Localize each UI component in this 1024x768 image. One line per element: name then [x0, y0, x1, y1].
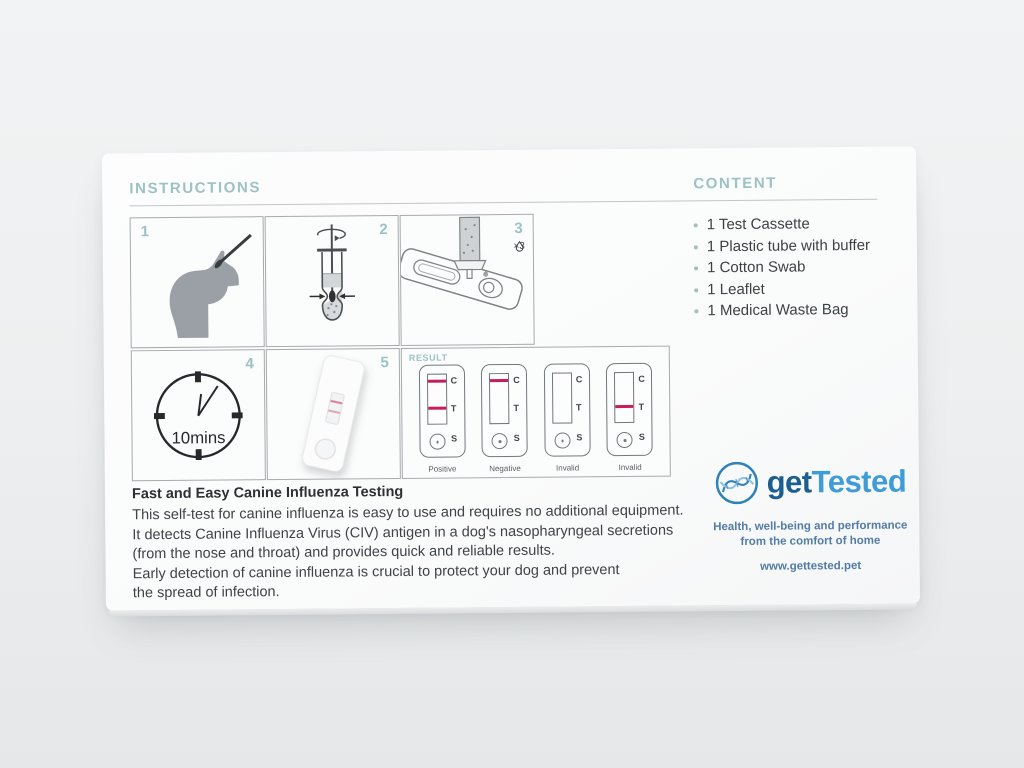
result-caption: Negative	[489, 463, 521, 474]
result-column-invalid-1	[544, 363, 591, 472]
result-cassette	[606, 363, 653, 456]
description-line: It detects Canine Influenza Virus (CIV) antigen in a dog's nasopharyngeal secretions	[132, 522, 674, 543]
result-panel	[401, 346, 671, 479]
result-cassette-row	[402, 363, 670, 474]
cassette-dropper-icon	[401, 215, 534, 345]
dog-head-swab-icon	[131, 217, 264, 347]
description-line: Early detection of canine influenza is crucial to protect your dog and prevent	[132, 561, 620, 582]
marker-c: C	[638, 373, 645, 384]
brand-website: www.gettested.pet	[760, 559, 862, 573]
result-column-positive	[418, 364, 465, 473]
description-line: This self-test for canine influenza is easy to use and requires no additional equipment.	[132, 502, 684, 524]
content-heading: CONTENT	[693, 174, 778, 193]
test-line	[428, 407, 446, 410]
marker-t: T	[513, 402, 519, 413]
cassette-window	[552, 372, 572, 423]
result-column-negative	[481, 364, 528, 473]
marker-t: T	[575, 402, 582, 413]
sample-well	[492, 433, 508, 449]
result-label: RESULT	[408, 352, 448, 363]
instruction-step-3	[400, 214, 535, 346]
brand-name	[766, 464, 906, 501]
instruction-step-2	[265, 215, 400, 347]
result-caption: Positive	[428, 464, 457, 474]
clock-duration-text: 10mins	[171, 428, 226, 448]
marker-s: S	[576, 432, 583, 443]
content-list-item: 1 Cotton Swab	[694, 256, 870, 279]
test-cassette-photo-icon	[267, 349, 400, 479]
drop-count-label: ×3	[513, 240, 525, 252]
description-line: (from the nose and throat) and provides quick and reliable results.	[132, 542, 555, 563]
dna-circle-logo-icon	[713, 460, 759, 506]
tube-swab-squeeze-icon	[266, 216, 399, 346]
instruction-step-5	[266, 348, 401, 480]
marker-t: T	[450, 403, 457, 414]
marker-c: C	[450, 375, 458, 386]
header-divider	[129, 199, 877, 207]
result-cassette	[481, 364, 528, 457]
marker-t: T	[638, 401, 645, 412]
step-number: 4	[245, 355, 254, 373]
instruction-step-1	[130, 216, 265, 348]
marker-c: C	[575, 374, 583, 385]
marker-s: S	[513, 432, 520, 443]
content-list-item: 1 Plastic tube with buffer	[694, 234, 870, 257]
result-caption: Invalid	[618, 462, 642, 473]
marker-s: S	[638, 431, 645, 442]
instruction-step-4	[131, 349, 266, 481]
cassette-window	[427, 374, 447, 425]
marker-s: S	[451, 433, 458, 444]
control-line	[490, 379, 508, 382]
tagline-line-1: Health, well-being and performance	[713, 519, 908, 534]
clock-icon	[132, 350, 265, 480]
result-column-invalid-2	[606, 363, 653, 472]
cassette-window	[614, 372, 634, 423]
cassette-window	[489, 373, 509, 424]
instructions-heading: INSTRUCTIONS	[129, 179, 262, 198]
sample-well	[429, 434, 445, 450]
description-title: Fast and Easy Canine Influenza Testing	[131, 483, 404, 503]
content-list	[694, 213, 871, 322]
brand-name-tested: Tested	[811, 463, 907, 500]
description-line: the spread of infection.	[132, 584, 280, 602]
test-kit-package-back	[102, 146, 920, 610]
test-line	[616, 405, 634, 408]
control-line	[428, 380, 446, 383]
step-number: 5	[380, 354, 389, 372]
brand-name-get: get	[766, 464, 812, 500]
result-cassette	[544, 363, 591, 456]
marker-c: C	[513, 374, 520, 385]
result-caption: Invalid	[555, 463, 580, 473]
brand-tagline	[680, 518, 940, 550]
brand-block	[680, 458, 941, 573]
drop-count-note	[513, 241, 525, 252]
result-cassette	[418, 364, 465, 457]
content-list-item: 1 Leaflet	[694, 277, 870, 300]
content-list-item: 1 Test Cassette	[694, 213, 870, 236]
content-list-item: 1 Medical Waste Bag	[694, 299, 870, 322]
droplet-icon	[513, 241, 525, 252]
step-number: 2	[379, 221, 388, 239]
tagline-line-2: from the comfort of home	[740, 534, 881, 549]
product-description	[132, 481, 693, 603]
sample-well	[554, 432, 570, 448]
brand-logo-row	[680, 458, 940, 506]
step-number: 3	[514, 219, 523, 237]
step-number: 1	[140, 223, 150, 241]
sample-well	[617, 432, 633, 448]
